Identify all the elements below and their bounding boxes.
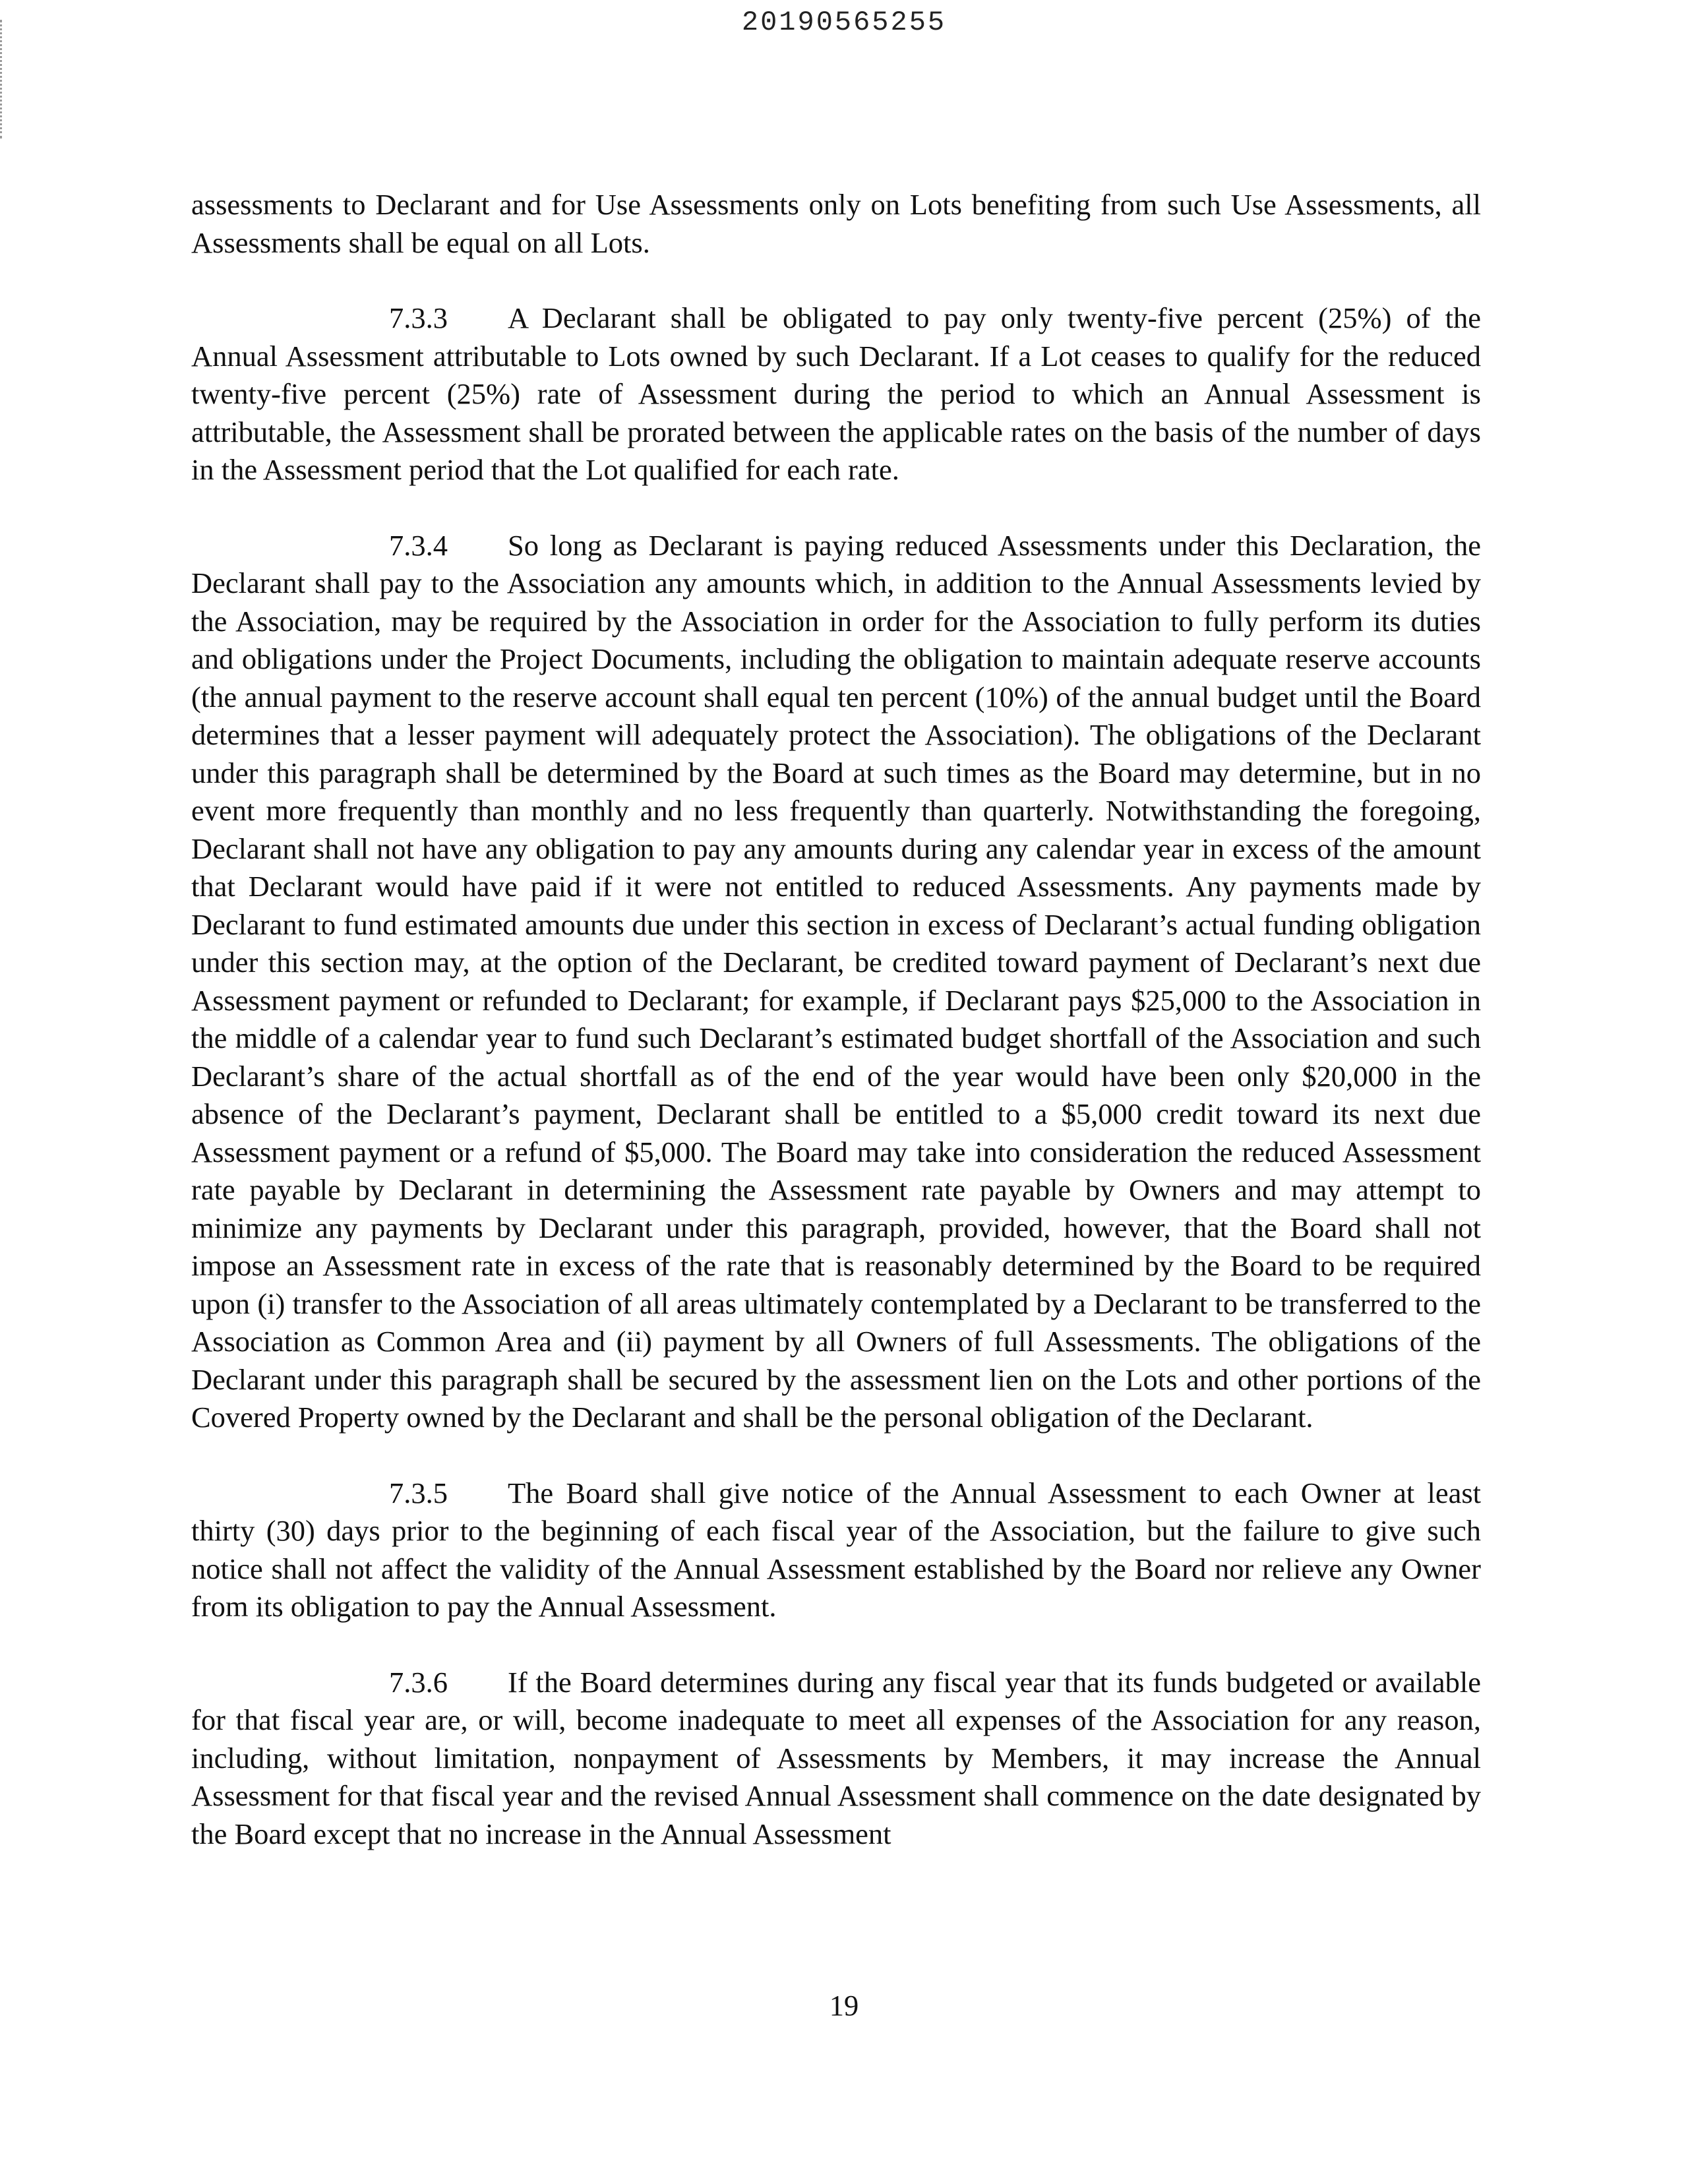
section-number: 7.3.3 (389, 301, 448, 334)
paragraph-text: So long as Declarant is paying reduced Assessments under this Declaration, the Declarant shall pay to the Association any amounts which, in addition to the Annual Assessments levied by the Association, may be required by the Association in order for the Association to fully perform its duties and obligations under the Project Documents, including the obligation to maintain adequate reserve accounts (the annual payment to the reserve account shall equal ten percent (10%) of the annual budget until the Board determines that a lesser payment will adequately protect the Association). The obligations of the Declarant under this paragraph shall be determined by the Board at such times as the Board may determine, but in no event more frequently than monthly and no less frequently than quarterly. Notwithstanding the foregoing, Declarant shall not have any obligation to pay any amounts during any calendar year in excess of the amount that Declarant would have paid if it were not entitled to reduced Assessments. Any payments made by Declarant to fund estimated amounts due under this section in excess of Declarant’s actual funding obligation under this section may, at the option of the Declarant, be credited toward payment of Declarant’s next due Assessment payment or refunded to Declarant; for example, if Declarant pays $25,000 to the Association in the middle of a calendar year to fund such Declarant’s estimated budget shortfall of the Association and such Declarant’s share of the actual shortfall as of the end of the year would have been only $20,000 in the absence of the Declarant’s payment, Declarant shall be entitled to a $5,000 credit toward its next due Assessment payment or a refund of $5,000. The Board may take into consideration the reduced Assessment rate payable by Declarant in determining the Assessment rate payable by Owners and may attempt to minimize any payments by Declarant under this paragraph, provided, however, that the Board shall not impose an Assessment rate in excess of the rate that is reasonably determined by the Board to be required upon (i) transfer to the Association of all areas ultimately contemplated by a Declarant to be transferred to the Association as Common Area and (ii) payment by all Owners of full Assessments. The obligations of the Declarant under this paragraph shall be secured by the assessment lien on the Lots and other portions of the Covered Property owned by the Declarant and shall be the personal obligation of the Declarant. (191, 528, 1481, 1434)
paragraph-7-3-5 (191, 1474, 1481, 1626)
paragraph-text: assessments to Declarant and for Use Assessments only on Lots benefiting from such Use Assessments, all Assessments shall be equal on all Lots. (191, 188, 1481, 259)
paragraph-7-3-4 (191, 527, 1481, 1437)
paragraph-7-3-6 (191, 1664, 1481, 1854)
page-number: 19 (829, 1989, 859, 2022)
paragraph-7-3-3 (191, 299, 1481, 489)
paragraph-text: A Declarant shall be obligated to pay only twenty-five percent (25%) of the Annual Assessment attributable to Lots owned by such Declarant. If a Lot ceases to qualify for the reduced twenty-five percent (25%) rate of Assessment during the period to which an Annual Assessment is attributable, the Assessment shall be prorated between the applicable rates on the basis of the number of days in the Assessment period that the Lot qualified for each rate. (191, 301, 1481, 486)
document-number: 20190565255 (741, 7, 947, 38)
paragraph-text: The Board shall give notice of the Annual Assessment to each Owner at least thirty (30) days prior to the beginning of each fiscal year of the Association, but the failure to give such notice shall not affect the validity of the Annual Assessment established by the Board nor relieve any Owner from its obligation to pay the Annual Assessment. (191, 1476, 1481, 1623)
paragraph-continued (191, 186, 1481, 262)
document-body (191, 186, 1481, 1891)
paragraph-text: If the Board determines during any fiscal year that its funds budgeted or available for that fiscal year are, or will, become inadequate to meet all expenses of the Association for any reason, including, without limitation, nonpayment of Assessments by Members, it may increase the Annual Assessment for that fiscal year and the revised Annual Assessment shall commence on the date designated by the Board except that no increase in the Annual Assessment (191, 1665, 1481, 1850)
section-number: 7.3.4 (389, 528, 448, 562)
section-number: 7.3.5 (389, 1476, 448, 1509)
section-number: 7.3.6 (389, 1665, 448, 1699)
